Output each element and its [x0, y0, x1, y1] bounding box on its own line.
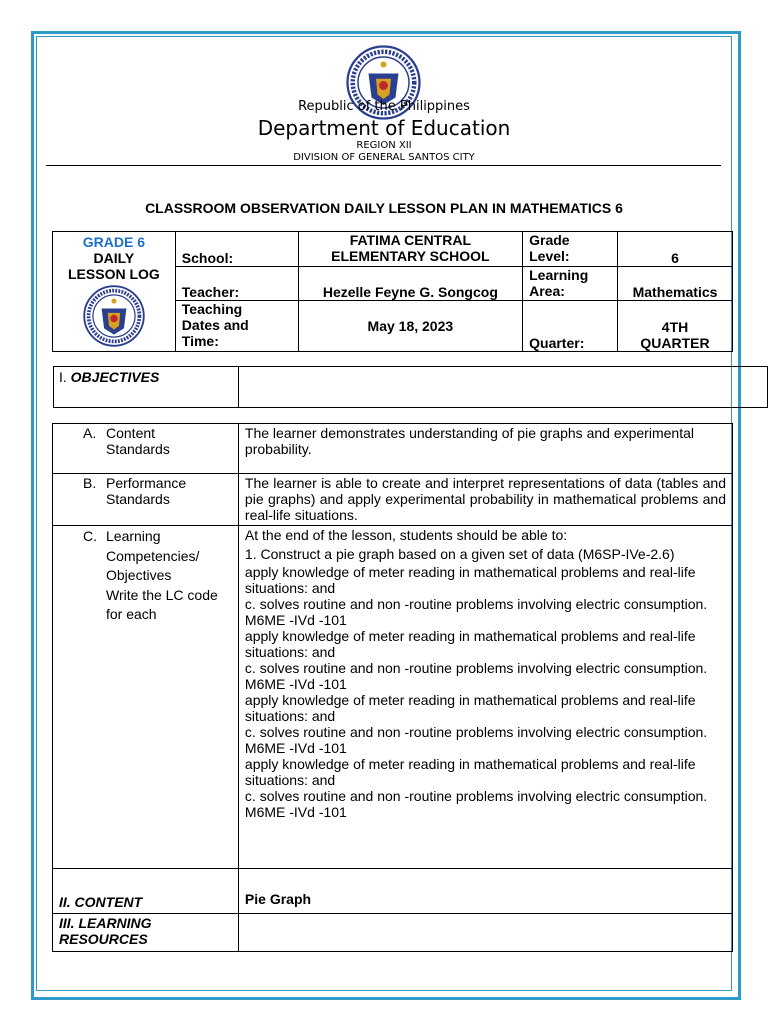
learning-competencies-label-line2: Competencies/ [106, 547, 200, 564]
competencies-intro: At the end of the lesson, students should be able to: [244, 527, 568, 543]
content-value: Pie Graph [238, 869, 732, 914]
division-label: DIVISION OF GENERAL SANTOS CITY [293, 152, 475, 163]
content-standards-label-line2: Standards [106, 441, 170, 457]
dates-label-line2: Dates and [181, 317, 249, 333]
teacher-value: Hezelle Feyne G. Songcog [298, 267, 523, 301]
dates-label [175, 301, 298, 352]
quarter-label: Quarter: [523, 301, 618, 352]
learning-competencies-label-line5: for each [106, 606, 157, 622]
lesson-body-table [52, 423, 733, 952]
quarter-value-line2: QUARTER [640, 335, 710, 351]
content-standards-letter: A. [83, 425, 97, 441]
dates-label-line3: Time: [181, 333, 219, 349]
performance-standards-text [238, 474, 732, 526]
competency-electric-consumption: c. solves routine and non -routine problems involving electric consumption. M6ME -IVd -101 [244, 596, 708, 628]
content-standards-label-line1: Content [106, 425, 156, 441]
header-divider [46, 165, 721, 166]
log-label-line2: LESSON LOG [68, 266, 160, 282]
area-label-line1: Learning [529, 267, 589, 283]
area-value: Mathematics [618, 267, 733, 301]
performance-standards-letter: B. [83, 475, 97, 491]
competency-electric-consumption: c. solves routine and non -routine problems involving electric consumption. M6ME -IVd -101 [244, 788, 708, 820]
competency-meter-reading: apply knowledge of meter reading in mathematical problems and real-life situations: and [244, 692, 696, 724]
grade-level-label [523, 232, 618, 267]
grade-level-label-line2: Level: [529, 248, 570, 264]
dates-label-line1: Teaching [181, 301, 243, 317]
objectives-heading-table [53, 366, 768, 408]
republic-label: Republic of the Philippines [298, 99, 470, 114]
competency-meter-reading: apply knowledge of meter reading in mathematical problems and real-life situations: and [244, 564, 696, 596]
log-label-line1: DAILY [93, 250, 135, 266]
quarter-value [618, 301, 733, 352]
dates-value: May 18, 2023 [298, 301, 523, 352]
learning-competencies-label [53, 526, 239, 869]
teacher-label: Teacher: [175, 267, 298, 301]
grade-level-value: 6 [618, 232, 733, 267]
learning-competencies-text [238, 526, 732, 869]
performance-standards-paragraph: The learner is able to create and interpret representations of data (tables and pie graphs) and apply experimental probability in mathematical problems and real-life situations. [244, 475, 726, 523]
resources-label-line2: RESOURCES [59, 931, 148, 947]
performance-standards-label-line1: Performance [106, 475, 187, 491]
content-standards-text [238, 424, 732, 474]
deped-seal-icon [83, 285, 145, 347]
resources-label-cell [53, 914, 239, 952]
school-label: School: [175, 232, 298, 267]
competency-meter-reading: apply knowledge of meter reading in mathematical problems and real-life situations: and [244, 756, 696, 788]
competency-item-1: 1. Construct a pie graph based on a given set of data (M6SP-IVe-2.6) [244, 546, 675, 562]
quarter-value-line1: 4TH [661, 319, 689, 335]
document-title: CLASSROOM OBSERVATION DAILY LESSON PLAN IN MATHEMATICS 6 [145, 200, 623, 216]
objectives-heading [54, 367, 239, 408]
content-standards-paragraph: The learner demonstrates understanding of pie graphs and experimental probability. [244, 425, 694, 457]
area-label-line2: Area: [529, 283, 565, 299]
learning-competencies-label-line3: Objectives [106, 567, 172, 583]
content-label-cell [53, 869, 239, 914]
area-label [523, 267, 618, 301]
objectives-heading-num: I. [59, 369, 71, 385]
content-label: II. CONTENT [59, 894, 143, 910]
competency-meter-reading: apply knowledge of meter reading in mathematical problems and real-life situations: and [244, 628, 696, 660]
department-name: Department of Education [257, 116, 511, 140]
school-value-line2: ELEMENTARY SCHOOL [331, 248, 490, 264]
school-value-line1: FATIMA CENTRAL [349, 232, 472, 248]
performance-standards-label [53, 474, 239, 526]
objectives-heading-empty [239, 367, 768, 408]
grade-level-label-line1: Grade [529, 232, 570, 248]
grade-label: GRADE 6 [82, 234, 146, 250]
lesson-info-table [52, 231, 733, 352]
competency-electric-consumption: c. solves routine and non -routine problems involving electric consumption. M6ME -IVd -101 [244, 660, 708, 692]
learning-competencies-letter: C. [83, 528, 97, 544]
resources-value [238, 914, 732, 952]
learning-competencies-label-line4: Write the LC code [106, 586, 218, 603]
objectives-heading-text: OBJECTIVES [70, 369, 160, 385]
school-value [298, 232, 523, 267]
region-label: REGION XII [356, 140, 412, 151]
competency-electric-consumption: c. solves routine and non -routine problems involving electric consumption. M6ME -IVd -101 [244, 724, 708, 756]
resources-label-line1: III. LEARNING [59, 915, 152, 931]
performance-standards-label-line2: Standards [106, 491, 170, 507]
learning-competencies-label-line1: Learning [106, 528, 161, 544]
content-standards-label [53, 424, 239, 474]
log-label-cell [53, 232, 176, 352]
